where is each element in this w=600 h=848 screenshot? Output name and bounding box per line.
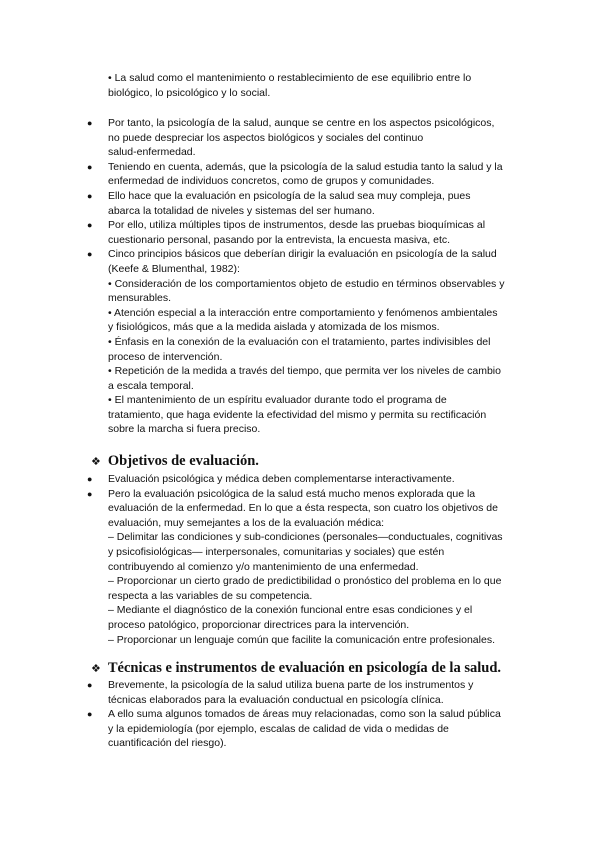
text-line: cuestionario personal, pasando por la entrevista, la encuesta masiva, etc. <box>108 233 451 246</box>
text-line: y psicofisiológicas— interpersonales, comunitarias y sociales) que estén <box>108 545 445 558</box>
text-line: y la epidemiología (por ejemplo, escalas de calidad de vida o medidas de <box>108 722 449 735</box>
list-item <box>84 678 532 707</box>
list-item <box>84 116 532 160</box>
text-line: técnicas elaborados para la evaluación conductual en psicología clínica. <box>108 693 444 706</box>
list-item <box>84 247 532 437</box>
bullet-icon: ● <box>87 118 93 128</box>
text-line: y fisiológicos, más que a la medida aislada y atomizada de los mismos. <box>108 321 440 334</box>
intro-paragraph <box>108 71 528 101</box>
text-line: Ello hace que la evaluación en psicología de la salud sea muy compleja, pues <box>108 189 471 202</box>
text-line: Brevemente, la psicología de la salud utiliza buena parte de los instrumentos y <box>108 679 474 691</box>
section-heading-objetivos <box>91 452 541 471</box>
list-item <box>84 189 532 218</box>
list-item <box>84 218 532 247</box>
bullet-icon: ● <box>87 249 93 260</box>
bullet-icon: ● <box>87 680 93 690</box>
text-line: • Atención especial a la interacción entre comportamiento y fenómenos ambientales <box>108 306 498 319</box>
list-item <box>84 160 532 189</box>
text-line: enfermedad de individuos concretos, como de grupos y comunidades. <box>108 175 435 188</box>
text-line: biológico, lo psicológico y lo social. <box>108 87 271 99</box>
text-line: Cinco principios básicos que deberían dirigir la evaluación en psicología de la salud <box>108 248 497 261</box>
list-item <box>84 472 532 487</box>
bullet-list-objetivos <box>84 472 532 647</box>
diamond-bullet-icon: ❖ <box>91 455 101 468</box>
text-line: Teniendo en cuenta, además, que la psicología de la salud estudia tanto la salud y la <box>108 160 503 173</box>
text-line: • El mantenimiento de un espíritu evaluador durante todo el programa de <box>108 394 447 407</box>
text-line: – Delimitar las condiciones y sub-condiciones (personales—conductuales, cognitivas <box>108 531 503 544</box>
heading-text: Objetivos de evaluación. <box>107 453 259 469</box>
bullet-icon: ● <box>87 161 93 172</box>
diamond-bullet-icon: ❖ <box>91 662 101 675</box>
bullet-icon: ● <box>87 220 93 231</box>
text-line: cuantificación del riesgo). <box>108 737 227 750</box>
text-line: proceso patológico, proporcionar directrices para la intervención. <box>108 618 410 631</box>
text-line: (Keefe & Blumenthal, 1982): <box>108 262 240 275</box>
text-line: – Proporcionar un lenguaje común que facilite la comunicación entre profesionales. <box>108 633 495 646</box>
text-line: sobre la marcha si fuera preciso. <box>108 423 261 436</box>
text-line: Por ello, utiliza múltiples tipos de instrumentos, desde las pruebas bioquímicas al <box>108 219 486 232</box>
text-line: tratamiento, que haga evidente la efectividad del mismo y permita su rectificación <box>108 408 487 421</box>
list-item <box>84 707 532 751</box>
text-line: contribuyendo al comienzo y/o mantenimiento de una enfermedad. <box>108 560 419 573</box>
text-line: – Mediante el diagnóstico de la conexión funcional entre esas condiciones y el <box>108 604 473 617</box>
bullet-list-tecnicas <box>84 678 532 751</box>
list-item <box>84 487 532 648</box>
text-line: respecta a las variables de su competencia. <box>108 589 313 602</box>
text-line: abarca la totalidad de niveles y sistemas del ser humano. <box>108 204 375 217</box>
text-line: a escala temporal. <box>108 379 194 392</box>
bullet-icon: ● <box>87 488 93 499</box>
text-line: • La salud como el mantenimiento o restablecimiento de ese equilibrio entre lo <box>108 72 472 84</box>
bullet-icon: ● <box>87 190 93 201</box>
text-line: no puede despreciar los aspectos biológicos y sociales del continuo <box>108 131 424 144</box>
text-line: • Repetición de la medida a través del tiempo, que permita ver los niveles de cambio <box>108 365 501 378</box>
text-line: proceso de intervención. <box>108 350 223 363</box>
text-line: A ello suma algunos tomados de áreas muy relacionadas, como son la salud pública <box>108 708 501 721</box>
text-line: mensurables. <box>108 292 172 305</box>
text-line: Evaluación psicológica y médica deben complementarse interactivamente. <box>108 473 455 485</box>
text-line: • Énfasis en la conexión de la evaluación con el tratamiento, partes indivisibles del <box>108 335 491 348</box>
text-line: evaluación de la enfermedad. En lo que a ésta respecta, son cuatro los objetivos de <box>108 502 498 515</box>
bullet-icon: ● <box>87 709 93 720</box>
text-line: – Proporcionar un cierto grado de predictibilidad o pronóstico del problema en lo que <box>108 575 502 588</box>
text-line: salud-enfermedad. <box>108 146 196 159</box>
text-line: evaluación, muy semejantes a los de la evaluación médica: <box>108 516 385 529</box>
text-line: Pero la evaluación psicológica de la salud está mucho menos explorada que la <box>108 487 476 500</box>
section-heading-tecnicas <box>91 659 541 678</box>
heading-text: Técnicas e instrumentos de evaluación en psicología de la salud. <box>107 660 502 676</box>
text-line: Por tanto, la psicología de la salud, aunque se centre en los aspectos psicológicos, <box>108 117 495 129</box>
text-line: • Consideración de los comportamientos objeto de estudio en términos observables y <box>108 277 505 290</box>
bullet-icon: ● <box>87 474 93 484</box>
bullet-list-intro <box>84 116 532 437</box>
